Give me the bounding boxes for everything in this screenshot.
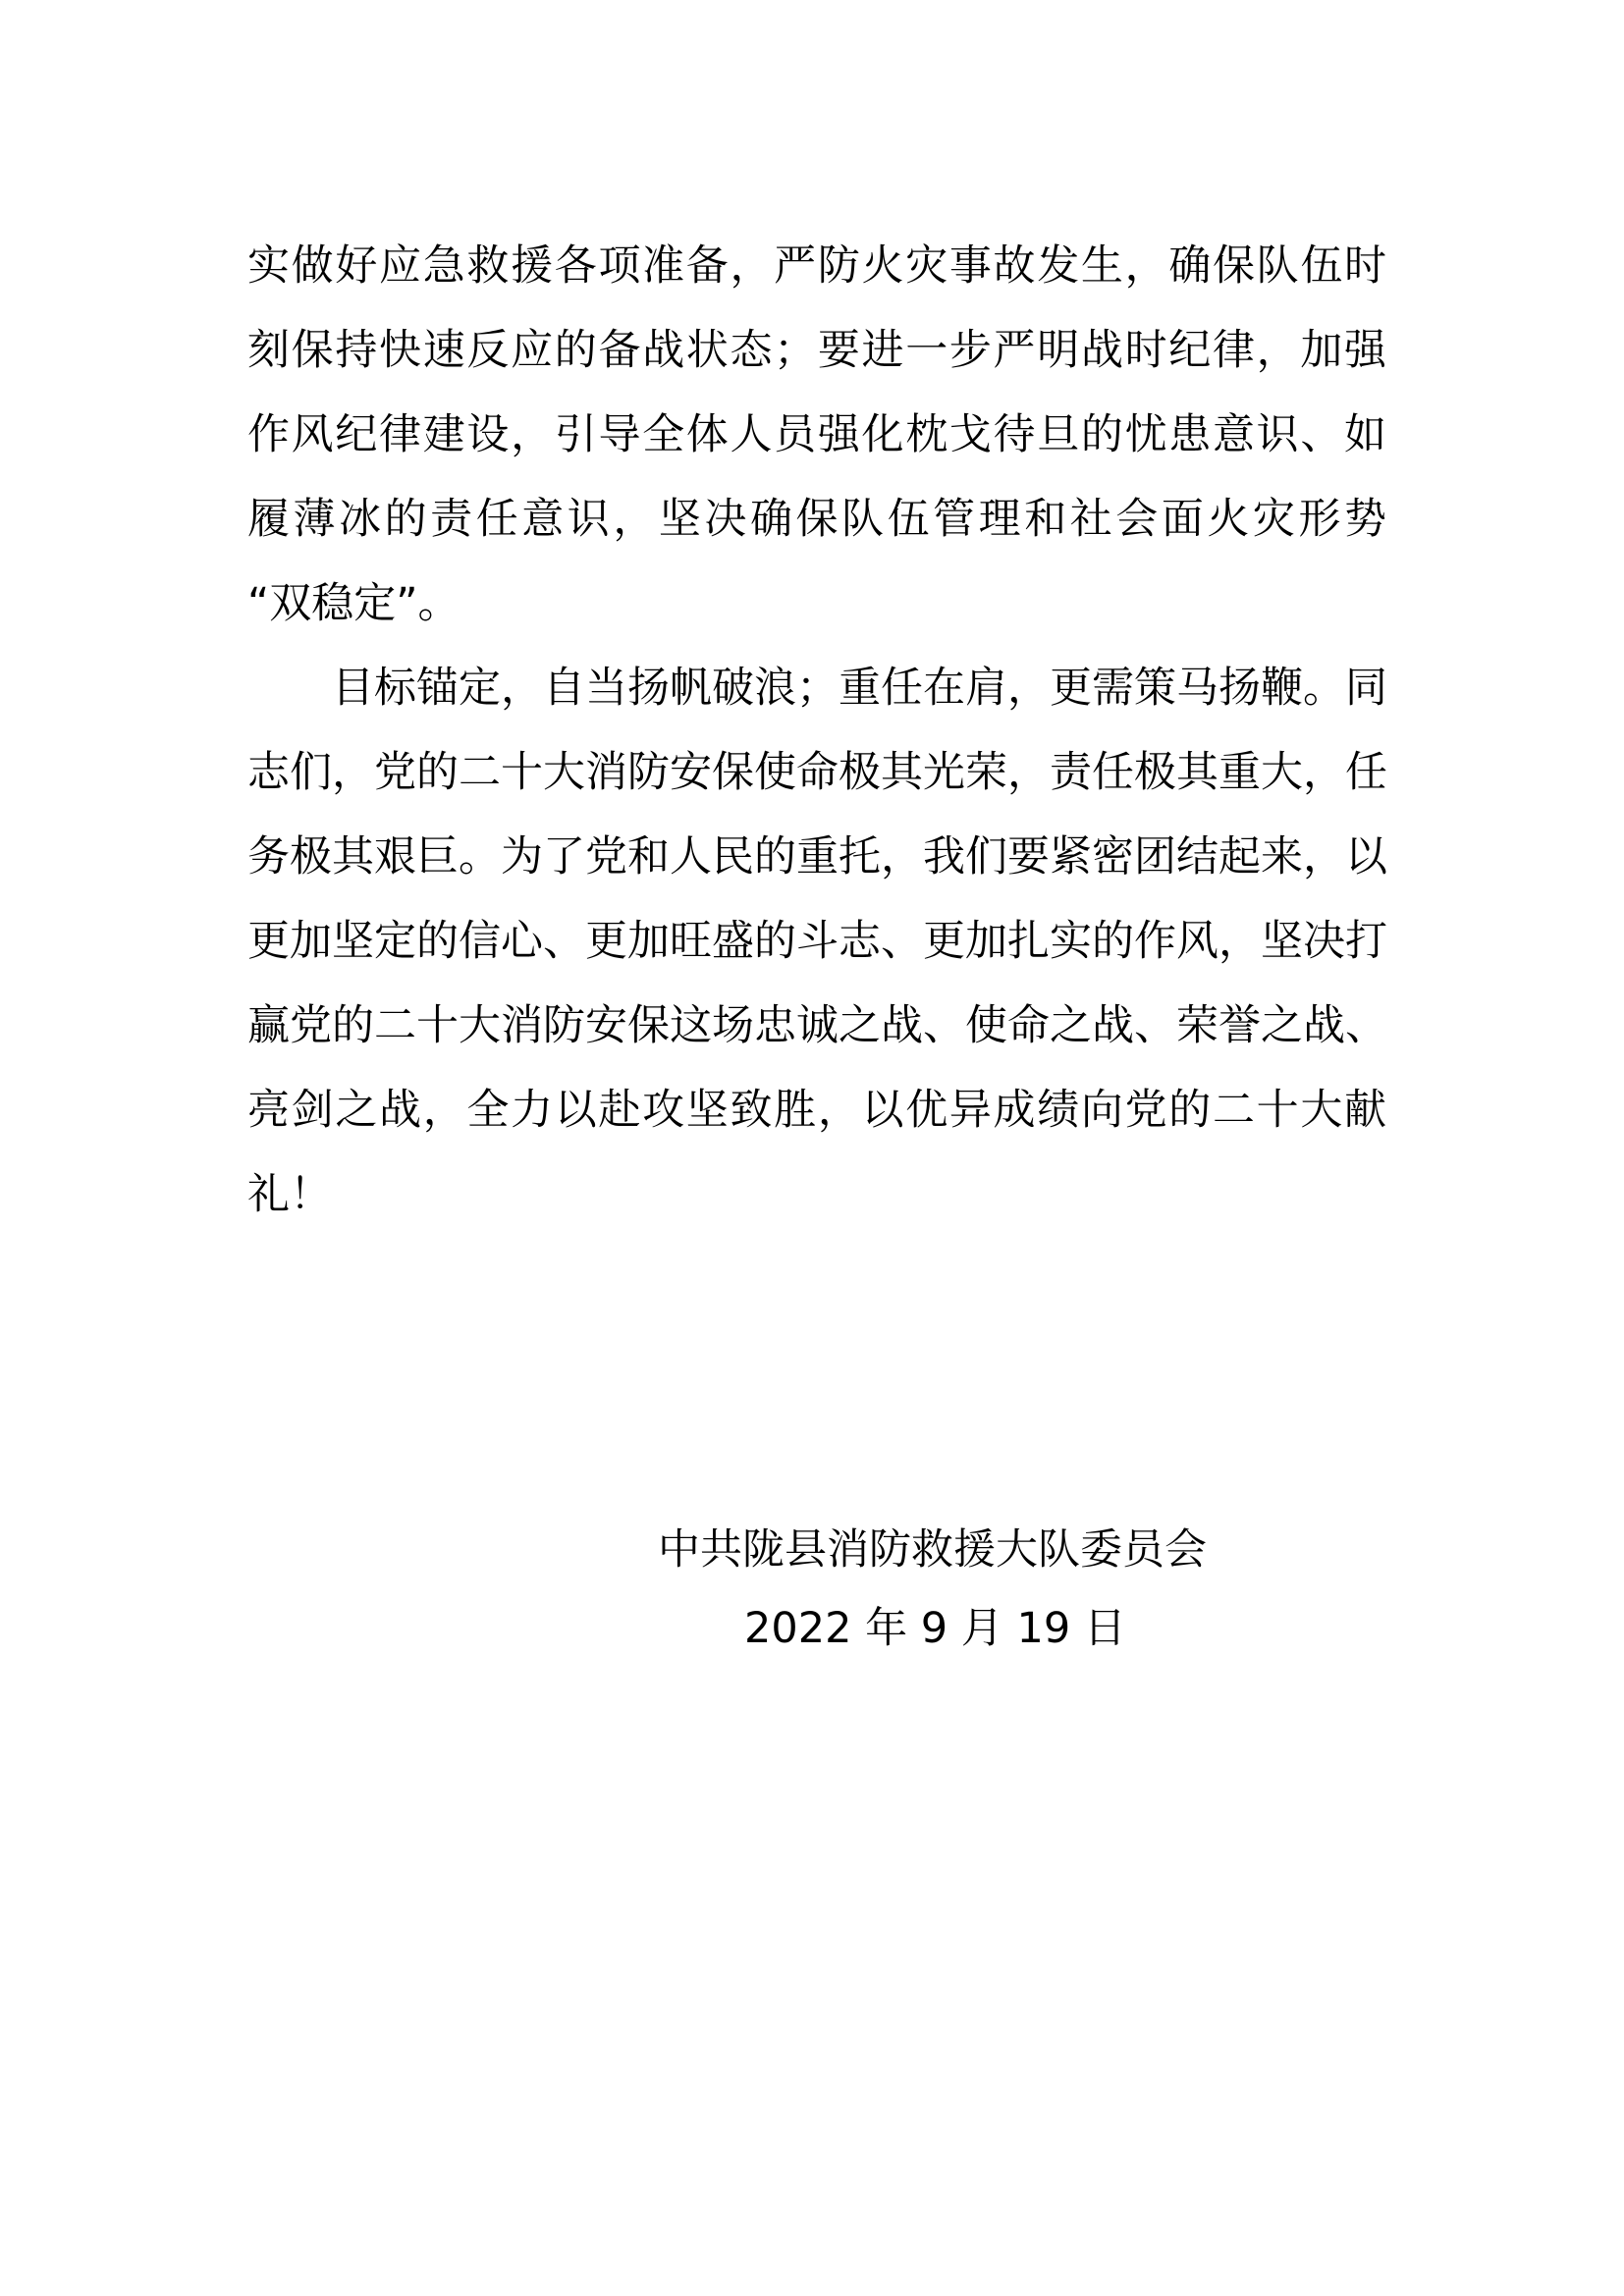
paragraph-1-line-5: “双稳定”。: [247, 579, 460, 628]
paragraph-1-line-1: 实做好应急救援各项准备，严防火灾事故发生，确保队伍时: [247, 241, 1386, 291]
paragraph-1-line-4: 履薄冰的责任意识，坚决确保队伍管理和社会面火灾形势: [247, 495, 1386, 544]
paragraph-2-line-3: 务极其艰巨。为了党和人民的重托，我们要紧密团结起来，以: [247, 832, 1387, 881]
paragraph-1-line-2: 刻保持快速反应的备战状态；要进一步严明战时纪律，加强: [247, 326, 1386, 375]
body-text: [247, 224, 1386, 1237]
paragraph-2-line-4: 更加坚定的信心、更加旺盛的斗志、更加扎实的作风，坚决打: [247, 917, 1387, 966]
signature-organization: 中共陇县消防救援大队委员会: [658, 1525, 1207, 1575]
paragraph-1-line-3: 作风纪律建设，引导全体人员强化枕戈待旦的忧患意识、如: [247, 410, 1386, 459]
paragraph-2-line-5: 赢党的二十大消防安保这场忠诚之战、使命之战、荣誉之战、: [247, 1001, 1387, 1050]
paragraph-2-line-2: 志们，党的二十大消防安保使命极其光荣，责任极其重大，任: [247, 748, 1387, 797]
paragraph-2-line-7: 礼！: [247, 1170, 332, 1219]
paragraph-2-line-6: 亮剑之战，全力以赴攻坚致胜，以优异成绩向党的二十大献: [247, 1086, 1386, 1135]
paragraph-2-line-1: 目标锚定，自当扬帆破浪；重任在肩，更需策马扬鞭。同: [332, 664, 1387, 713]
signature-date: 2022 年 9 月 19 日: [744, 1604, 1126, 1653]
